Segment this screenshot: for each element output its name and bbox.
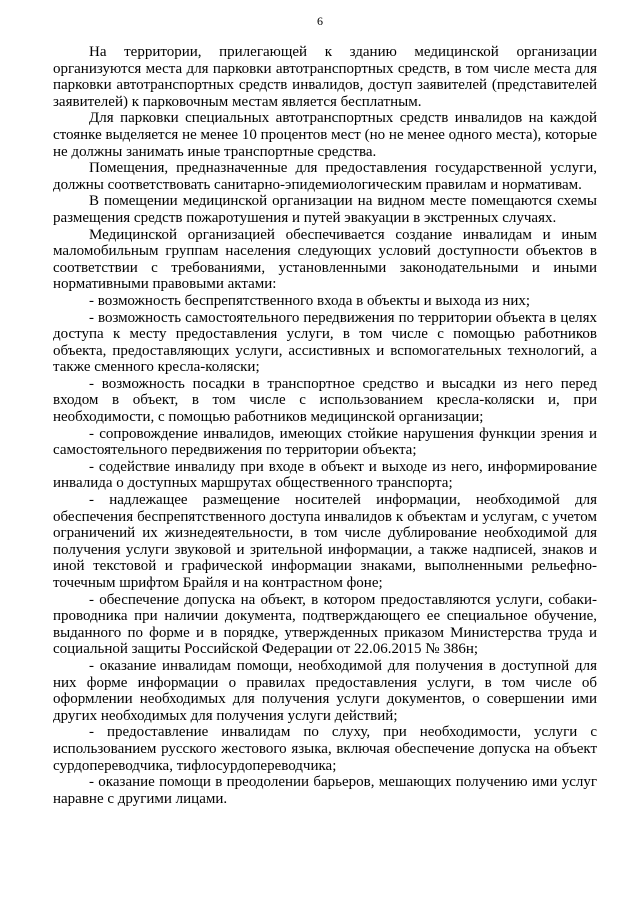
- document-body: [53, 44, 597, 807]
- list-item-escort: - сопровождение инвалидов, имеющих стойкие нарушения функции зрения и самостоятельного передвижения по территории объекта;: [53, 425, 597, 459]
- list-item-barrier-assistance: - оказание помощи в преодолении барьеров, мешающих получению ими услуг наравне с другими лицами.: [53, 774, 597, 807]
- list-item-guide-dog: - обеспечение допуска на объект, в котором предоставляются услуги, собаки-проводника при наличии документа, подтверждающего ее специальное обучение, выданного по форме и в порядке, утвержденных приказом Министерства труда и социальной защиты Российской Федерации от 22.06.2015 № 386н;: [53, 591, 597, 658]
- list-item-information-assistance: - оказание инвалидам помощи, необходимой для получения в доступной для них форме информации о правилах предоставления услуги, в том числе об оформлении необходимых для получения услуги документов, о совершении ими других необходимых для получения услуги действий;: [53, 657, 597, 724]
- list-item-vehicle-boarding: - возможность посадки в транспортное средство и высадки из него перед входом в объект, в том числе с использованием кресла-коляски и, при необходимости, с помощью работников медицинской организации;: [53, 375, 597, 426]
- list-item-transit-info: - содействие инвалиду при входе в объект и выходе из него, информирование инвалида о доступных маршрутах общественного транспорта;: [53, 458, 597, 492]
- paragraph-disabled-parking: Для парковки специальных автотранспортных средств инвалидов на каждой стоянке выделяется не менее 10 процентов мест (но не менее одного места), которые не должны занимать иные транспортные средства.: [53, 110, 597, 160]
- page-number: 6: [317, 14, 323, 28]
- paragraph-evacuation-schemes: В помещении медицинской организации на видном месте помещаются схемы размещения средств пожаротушения и путей эвакуации в экстренных случаях.: [53, 193, 597, 226]
- list-item-information-carriers: - надлежащее размещение носителей информации, необходимой для обеспечения беспрепятственного доступа инвалидов к объектам и услугам, с учетом ограничений их жизнедеятельности, в том числе дублирование необходимой для получения услуги звуковой и зрительной информации, а также надписей, знаков и иной текстовой и графической информации знаками, выполненными рельефно-точечным шрифтом Брайля и на контрастном фоне;: [53, 492, 597, 591]
- list-item-independent-movement: - возможность самостоятельного передвижения по территории объекта в целях доступа к месту предоставления услуги, в том числе с помощью работников объекта, предоставляющих услуги, ассистивных и вспомогательных технологий, а также сменного кресла-коляски;: [53, 309, 597, 376]
- paragraph-accessibility-conditions: Медицинской организацией обеспечивается создание инвалидам и иным маломобильным группам населения следующих условий доступности объектов в соответствии с требованиями, установленными законодательными и иными нормативными правовыми актами:: [53, 226, 597, 293]
- paragraph-sanitary-rules: Помещения, предназначенные для предоставления государственной услуги, должны соответствовать санитарно-эпидемиологическим правилам и нормативам.: [53, 160, 597, 193]
- list-item-free-entry: - возможность беспрепятственного входа в объекты и выхода из них;: [89, 292, 531, 309]
- list-item-sign-language: - предоставление инвалидам по слуху, при необходимости, услуги с использованием русского жестового языка, включая обеспечение допуска на объект сурдопереводчика, тифлосурдопереводчика;: [53, 724, 597, 774]
- paragraph-parking-areas: На территории, прилегающей к зданию медицинской организации организуются места для парковки автотранспортных средств, в том числе места для парковки автотранспортных средств инвалидов, доступ заявителей (представителей заявителей) к парковочным местам является бесплатным.: [53, 44, 597, 110]
